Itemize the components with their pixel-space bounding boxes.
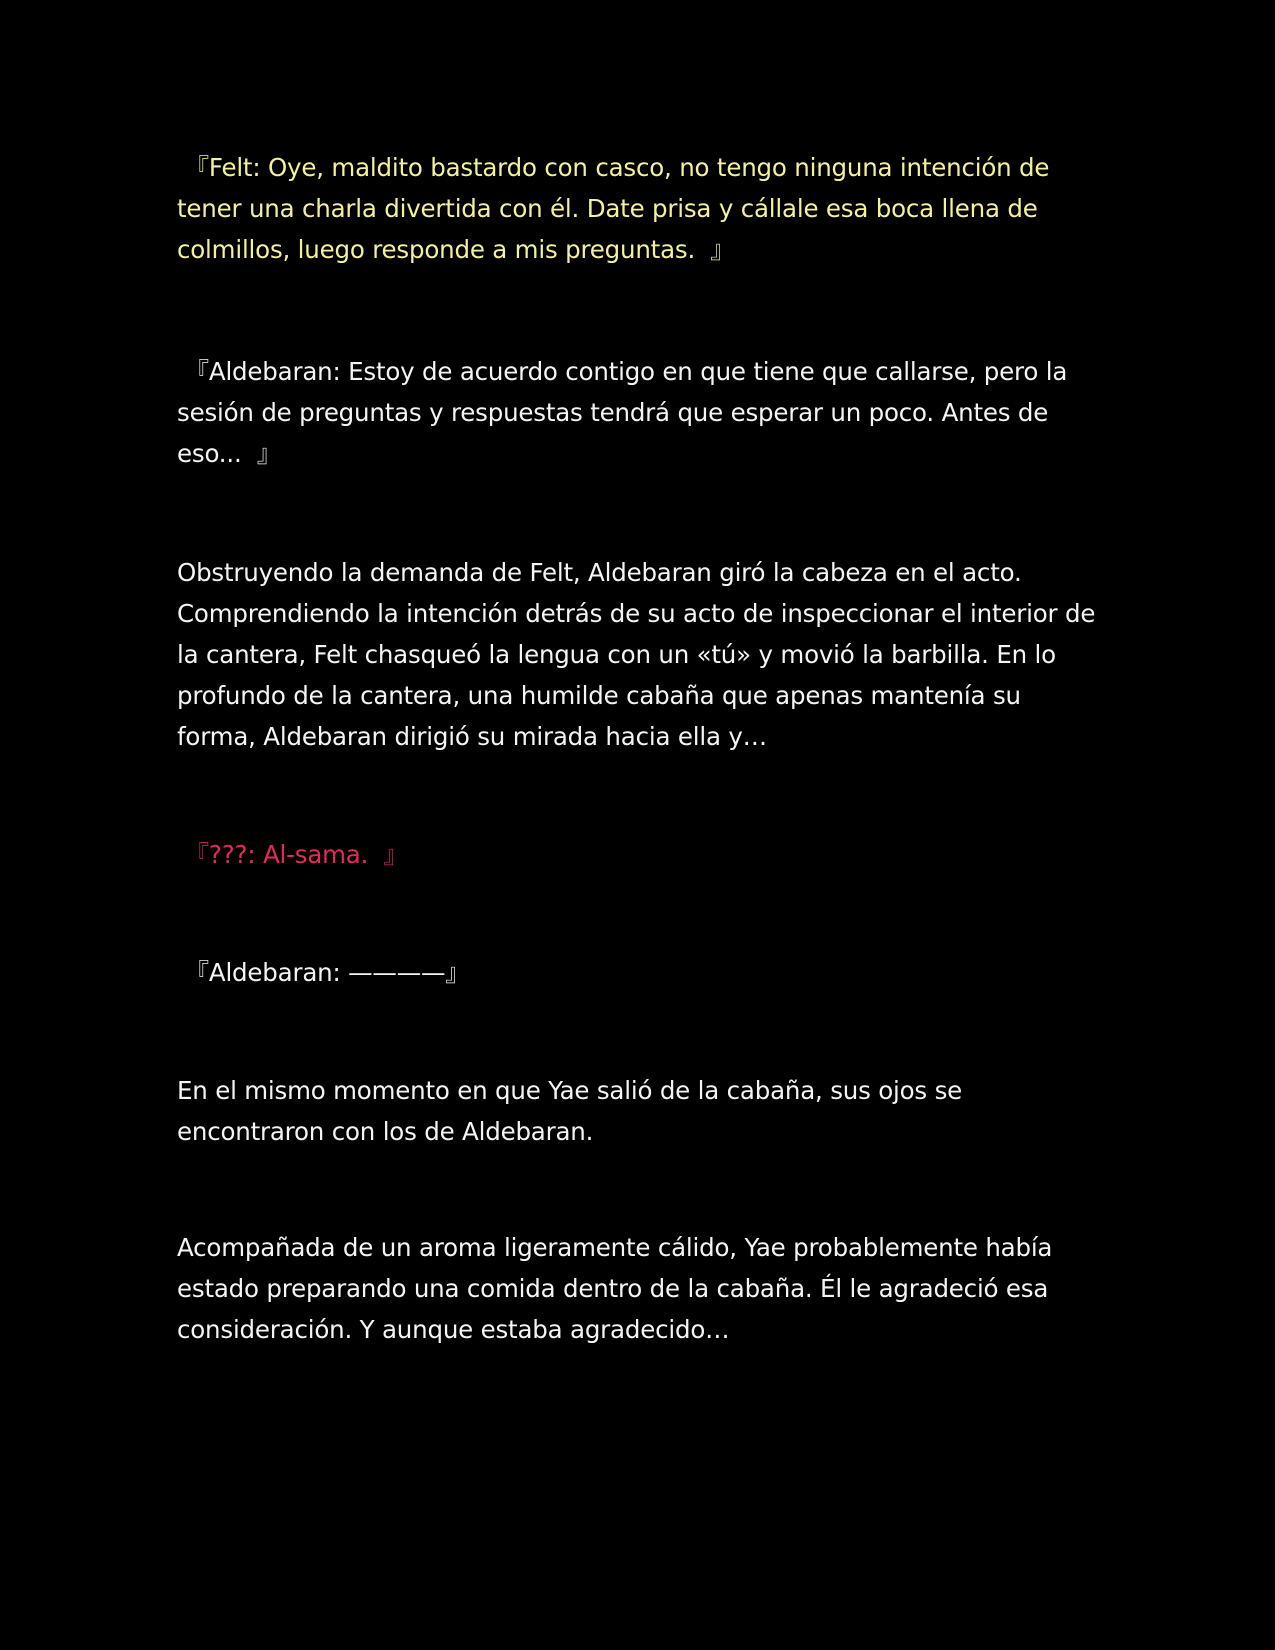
narration-paragraph: En el mismo momento en que Yae salió de la cabaña, sus ojos se encontraron con los de Aldebaran. (177, 1076, 970, 1146)
unknown-speaker-dialogue: 『???: Al-sama. 』 (177, 840, 408, 869)
narration-paragraph: Acompañada de un aroma ligeramente cálido, Yae probablemente había estado preparando una comida dentro de la cabaña. Él le agradeció esa consideración. Y aunque estaba agradecido… (177, 1233, 1060, 1344)
aldebaran-dialogue: 『Aldebaran: Estoy de acuerdo contigo en que tiene que callarse, pero la sesión de preguntas y respuestas tendrá que esperar un poco. Antes de eso... 』 (177, 357, 1075, 468)
aldebaran-silent-dialogue: 『Aldebaran: ————』 (177, 958, 470, 987)
felt-dialogue: 『Felt: Oye, maldito bastardo con casco, no tengo ninguna intención de tener una charla divertida con él. Date prisa y cállale esa boca llena de colmillos, luego responde a mis preguntas. 』 (177, 153, 1057, 264)
narration-paragraph: Obstruyendo la demanda de Felt, Aldebaran giró la cabeza en el acto. Comprendiendo la intención detrás de su acto de inspeccionar el interior de la cantera, Felt chasqueó la lengua con un «tú» y movió la barbilla. En lo profundo de la cantera, una humilde cabaña que apenas mantenía su forma, Aldebaran dirigió su mirada hacia ella y… (177, 558, 1103, 751)
